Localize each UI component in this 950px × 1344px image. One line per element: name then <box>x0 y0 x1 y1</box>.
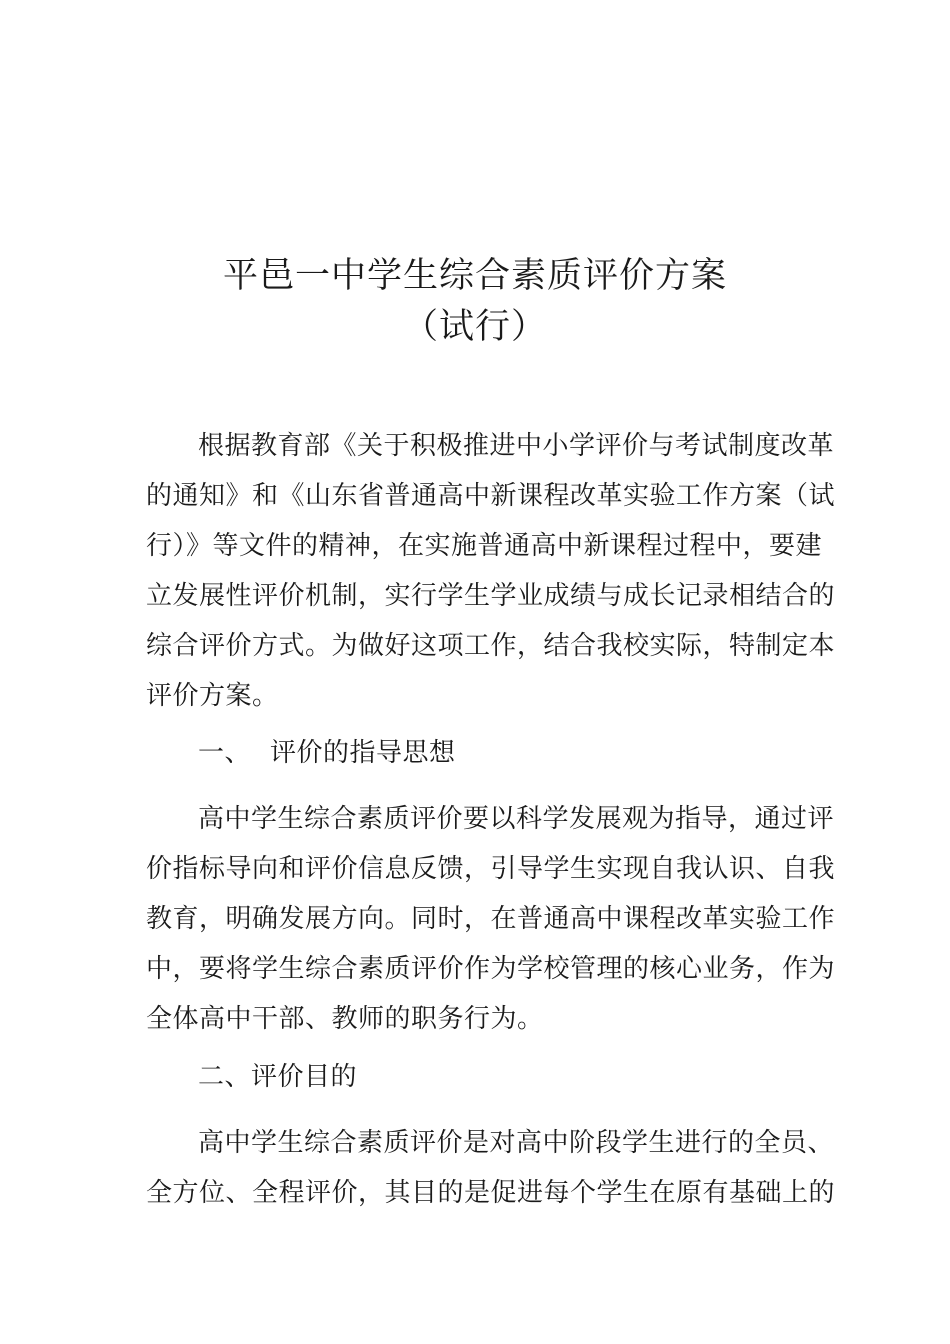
section-1-line-5: 全体高中干部、教师的职务行为。 <box>146 1004 544 1034</box>
paragraph-1-line-5: 综合评价方式。为做好这项工作，结合我校实际，特制定本 <box>146 631 836 661</box>
document-title: 平邑一中学生综合素质评价方案 <box>222 256 727 296</box>
section-1-number: 一、 <box>198 738 252 768</box>
section-2-line-1: 高中学生综合素质评价是对高中阶段学生进行的全员、 <box>198 1128 835 1158</box>
paragraph-1-line-1: 根据教育部《关于积极推进中小学评价与考试制度改革 <box>198 431 835 461</box>
paragraph-1-line-4: 立发展性评价机制，实行学生学业成绩与成长记录相结合的 <box>146 581 836 611</box>
document-subtitle: （试行） <box>402 307 547 347</box>
section-1-line-3: 教育，明确发展方向。同时，在普通高中课程改革实验工作 <box>146 904 836 934</box>
section-1-line-4: 中，要将学生综合素质评价作为学校管理的核心业务，作为 <box>146 954 836 984</box>
section-1-line-2: 价指标导向和评价信息反馈，引导学生实现自我认识、自我 <box>146 854 836 884</box>
paragraph-1-line-3: 行）》等文件的精神，在实施普通高中新课程过程中，要建 <box>146 531 823 561</box>
section-2-heading: 二、评价目的 <box>198 1062 358 1092</box>
section-2-line-2: 全方位、全程评价，其目的是促进每个学生在原有基础上的 <box>146 1178 836 1208</box>
section-1-heading: 评价的指导思想 <box>270 738 456 768</box>
section-1-line-1: 高中学生综合素质评价要以科学发展观为指导，通过评 <box>198 804 835 834</box>
paragraph-1-line-6: 评价方案。 <box>146 681 279 711</box>
paragraph-1-line-2: 的通知》和《山东省普通高中新课程改革实验工作方案（试 <box>146 481 836 511</box>
